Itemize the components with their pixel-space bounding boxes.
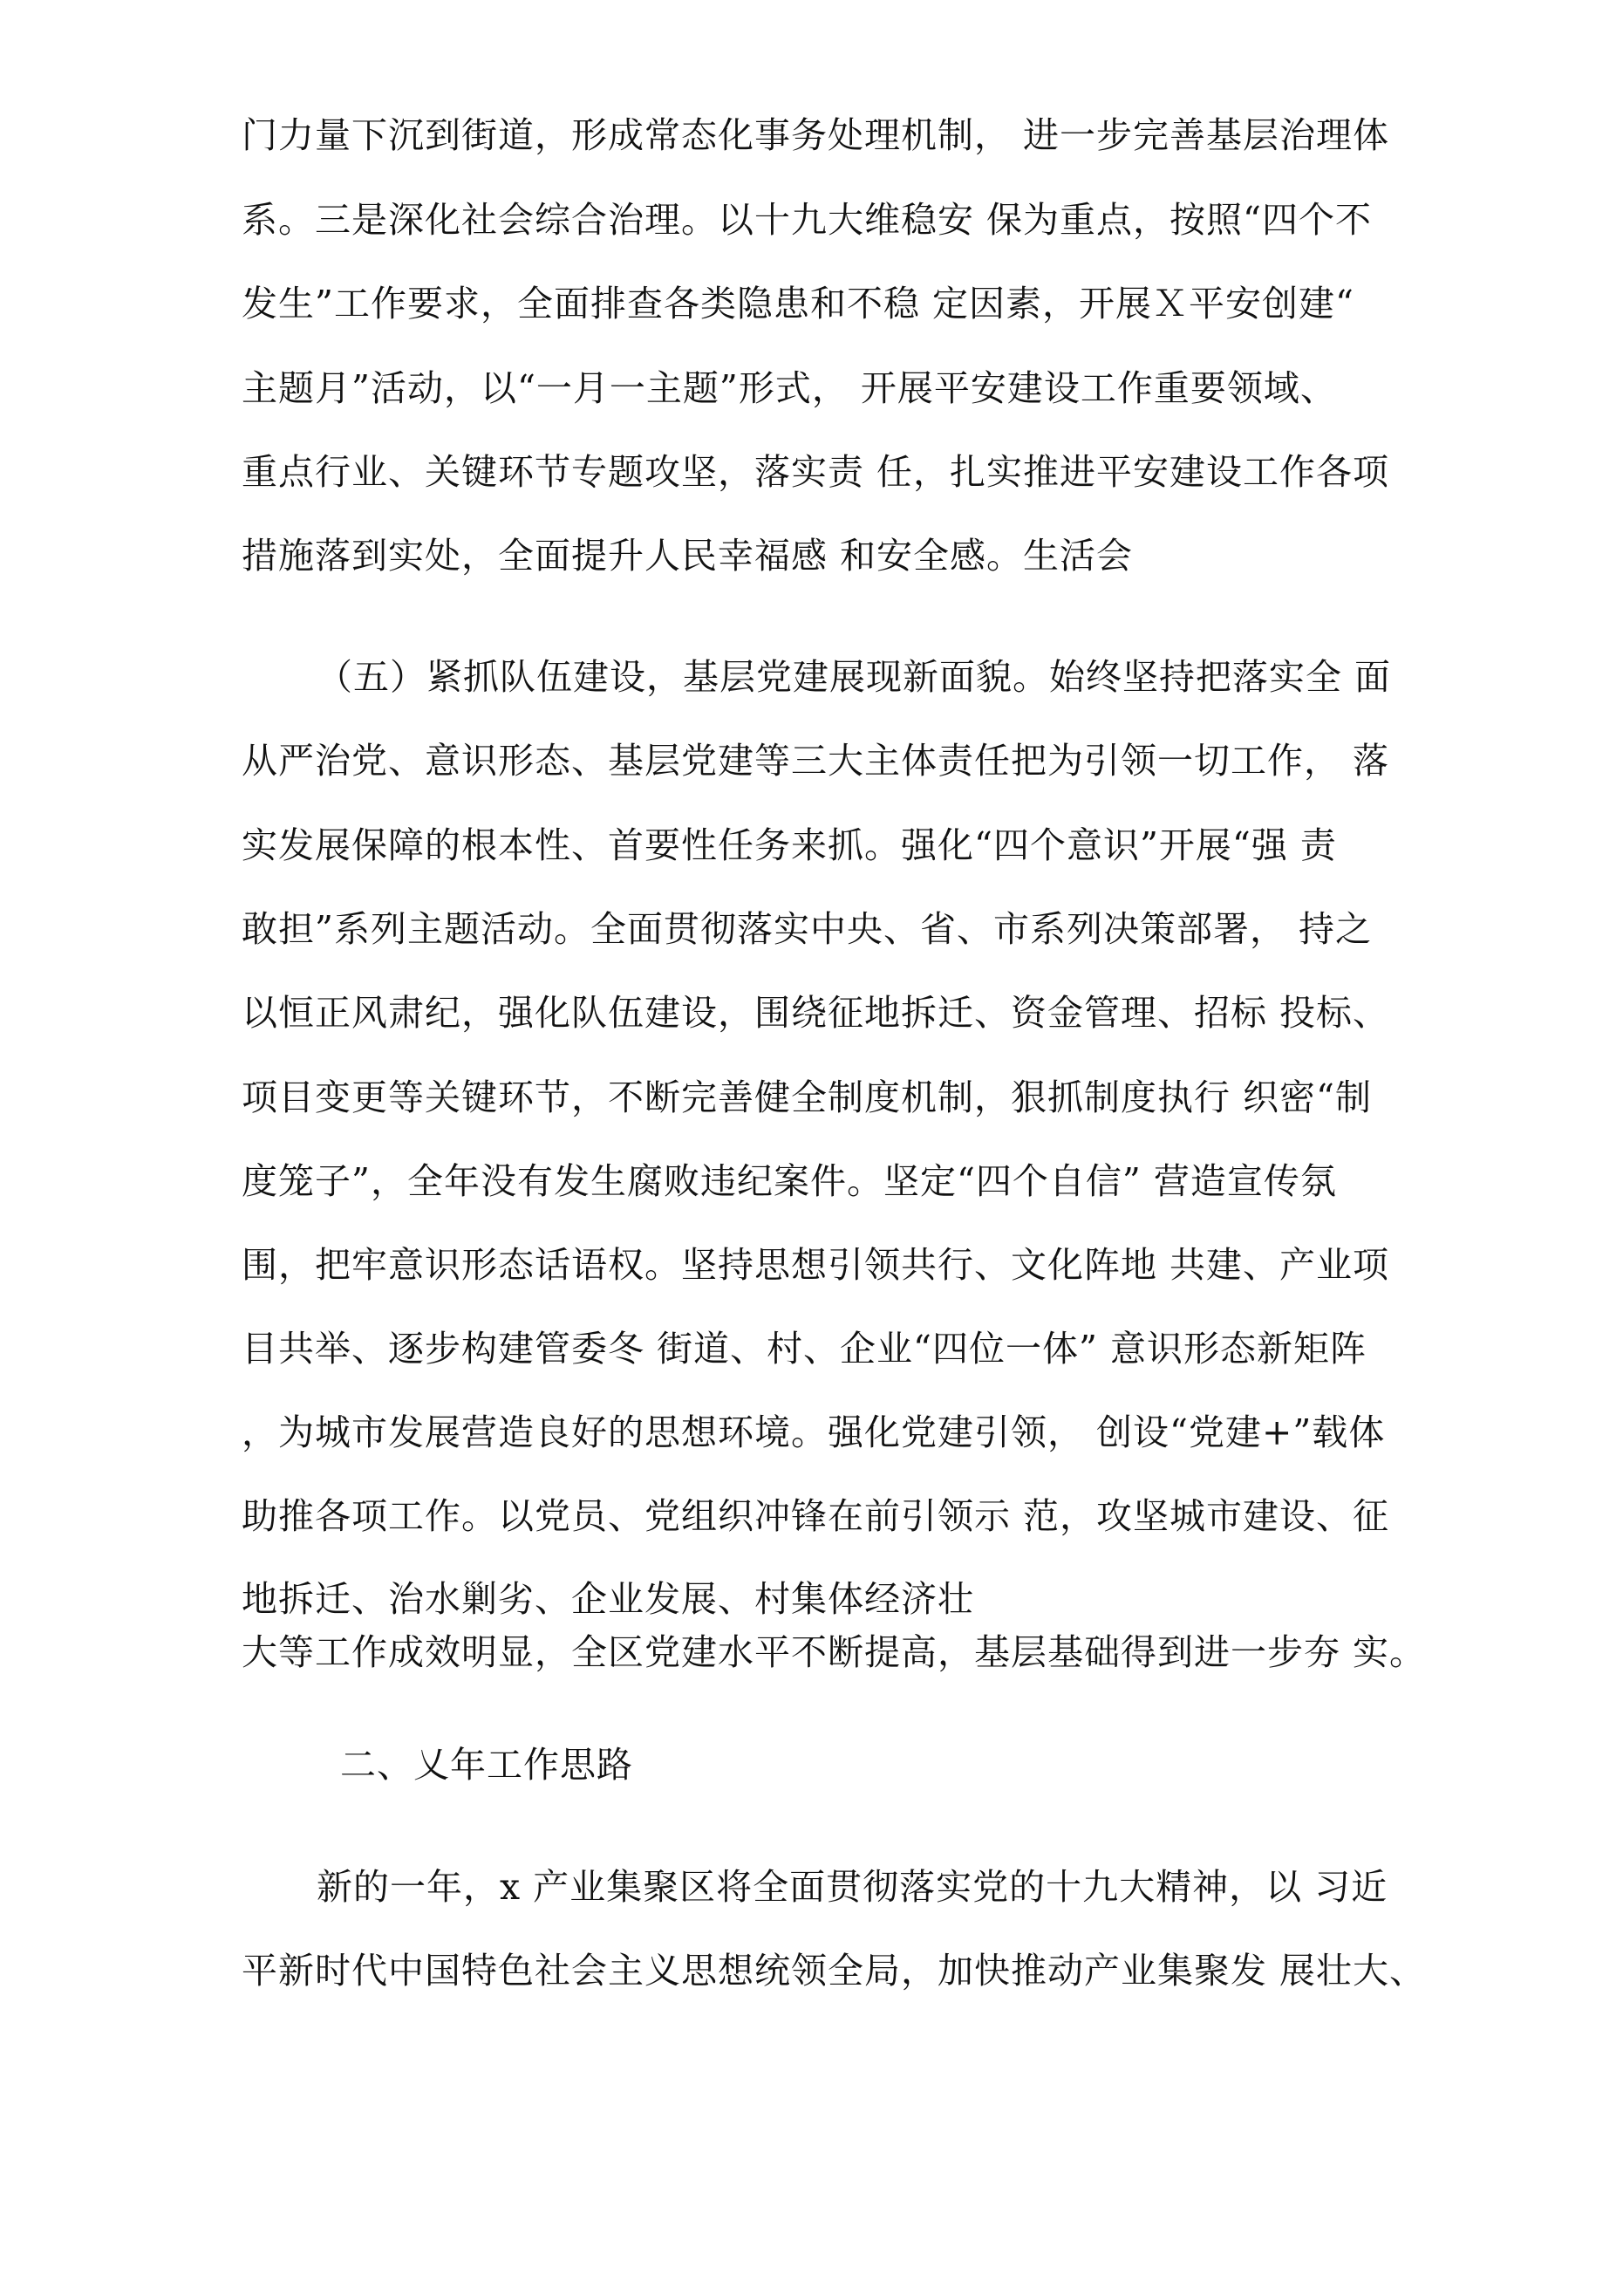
text-line: 发生”工作要求，全面排查各类隐患和不稳 定因素，开展Ｘ平安创建“ [242,283,1354,325]
text-line: 目共举、逐步构建管委冬 街道、村、企业“四位一体” 意识形态新矩阵 [242,1328,1367,1370]
text-line: 敢担”系列主题活动。全面贯彻落实中央、省、市系列决策部署， 持之 [242,908,1372,950]
text-line: 助推各项工作。以党员、党组织冲锋在前引领示 范，攻坚城市建设、征 [242,1495,1390,1537]
paragraph-start-line: （五）紧抓队伍建设，基层党建展现新面貌。始终坚持把落实全 面 [317,656,1392,698]
text-line: 主题月”活动，以“一月一主题”形式， 开展平安建设工作重要领域、 [242,367,1337,409]
text-line: 门力量下沉到街道，形成常态化事务处理机制， 进一步完善基层治理体 [242,114,1390,156]
paragraph-start-line: 新的一年，x 产业集聚区将全面贯彻落实党的十九大精神，以 习近 [317,1866,1388,1908]
text-line: 系。三是深化社会综合治理。以十九大维稳安 保为重点，按照“四个不 [242,199,1372,241]
text-line: 项目变更等关键环节，不断完善健全制度机制，狠抓制度执行 织密“制 [242,1076,1372,1118]
text-line: 以恒正风肃纪，强化队伍建设，围绕征地拆迁、资金管理、招标 投标、 [242,992,1390,1034]
text-line: 度笼子”，全年没有发生腐败违纪案件。坚定“四个自信” 营造宣传氛 [242,1160,1337,1202]
text-line: 平新时代中国特色社会主义思想统领全局，加快推动产业集聚发 展壮大、 [242,1950,1427,1992]
text-line: 围，把牢意识形态话语权。坚持思想引领共行、文化阵地 共建、产业项 [242,1244,1390,1286]
text-line: 重点行业、关键环节专题攻坚，落实责 任，扎实推进平安建设工作各项 [242,451,1390,493]
text-line: 措施落到实处，全面提升人民幸福感 和安全感。生活会 [242,535,1134,577]
text-line: 从严治党、意识形态、基层党建等三大主体责任把为引领一切工作， 落 [242,740,1390,782]
text-line: 实发展保障的根本性、首要性任务来抓。强化“四个意识”开展“强 责 [242,824,1337,866]
text-line: ，为城市发展营造良好的思想环境。强化党建引领， 创设“党建+”载体 [242,1411,1386,1453]
text-line: 大等工作成效明显，全区党建水平不断提高，基层基础得到进一步夯 实。 [242,1631,1427,1673]
text-line: 地拆迁、治水剿劣、企业发展、村集体经济壮 [242,1578,974,1620]
section-heading: 二、乂年工作思路 [340,1744,633,1786]
